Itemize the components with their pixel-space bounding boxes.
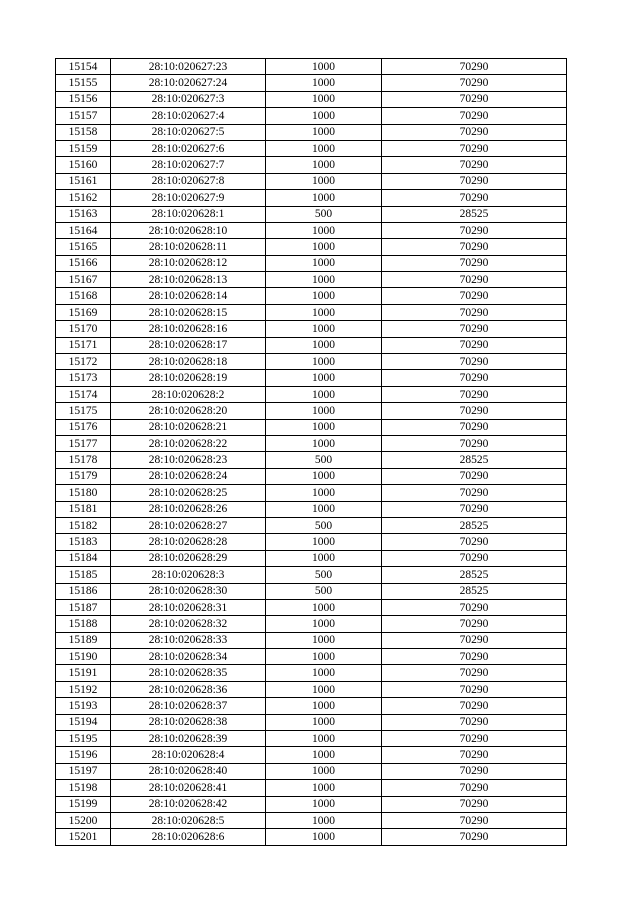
area-cell: 1000 bbox=[266, 501, 382, 517]
cadastral-number-cell: 28:10:020628:42 bbox=[111, 796, 266, 812]
value-cell: 70290 bbox=[382, 255, 567, 271]
value-cell: 70290 bbox=[382, 403, 567, 419]
table-row bbox=[56, 337, 567, 353]
row-number-cell: 15178 bbox=[56, 452, 111, 468]
value-cell: 70290 bbox=[382, 747, 567, 763]
row-number-cell: 15190 bbox=[56, 649, 111, 665]
table-row bbox=[56, 731, 567, 747]
row-number-cell: 15157 bbox=[56, 108, 111, 124]
area-cell: 500 bbox=[266, 517, 382, 533]
table-row bbox=[56, 501, 567, 517]
row-number-cell: 15169 bbox=[56, 304, 111, 320]
land-parcel-table bbox=[55, 58, 567, 846]
cadastral-number-cell: 28:10:020628:39 bbox=[111, 731, 266, 747]
row-number-cell: 15184 bbox=[56, 550, 111, 566]
cadastral-number-cell: 28:10:020628:20 bbox=[111, 403, 266, 419]
area-cell: 1000 bbox=[266, 550, 382, 566]
value-cell: 70290 bbox=[382, 272, 567, 288]
table-row bbox=[56, 567, 567, 583]
area-cell: 1000 bbox=[266, 386, 382, 402]
cadastral-number-cell: 28:10:020627:5 bbox=[111, 124, 266, 140]
area-cell: 500 bbox=[266, 452, 382, 468]
cadastral-number-cell: 28:10:020628:24 bbox=[111, 468, 266, 484]
row-number-cell: 15164 bbox=[56, 222, 111, 238]
value-cell: 28525 bbox=[382, 517, 567, 533]
value-cell: 70290 bbox=[382, 321, 567, 337]
value-cell: 70290 bbox=[382, 665, 567, 681]
area-cell: 1000 bbox=[266, 812, 382, 828]
cadastral-number-cell: 28:10:020627:8 bbox=[111, 173, 266, 189]
cadastral-number-cell: 28:10:020628:1 bbox=[111, 206, 266, 222]
value-cell: 70290 bbox=[382, 91, 567, 107]
area-cell: 1000 bbox=[266, 435, 382, 451]
area-cell: 1000 bbox=[266, 91, 382, 107]
cadastral-number-cell: 28:10:020628:32 bbox=[111, 616, 266, 632]
area-cell: 1000 bbox=[266, 796, 382, 812]
row-number-cell: 15196 bbox=[56, 747, 111, 763]
row-number-cell: 15188 bbox=[56, 616, 111, 632]
value-cell: 70290 bbox=[382, 698, 567, 714]
cadastral-number-cell: 28:10:020628:5 bbox=[111, 812, 266, 828]
table-row bbox=[56, 386, 567, 402]
cadastral-number-cell: 28:10:020628:38 bbox=[111, 714, 266, 730]
table-row bbox=[56, 632, 567, 648]
table-row bbox=[56, 124, 567, 140]
value-cell: 70290 bbox=[382, 796, 567, 812]
table-row bbox=[56, 763, 567, 779]
value-cell: 70290 bbox=[382, 435, 567, 451]
row-number-cell: 15191 bbox=[56, 665, 111, 681]
cadastral-number-cell: 28:10:020628:33 bbox=[111, 632, 266, 648]
row-number-cell: 15171 bbox=[56, 337, 111, 353]
table-row bbox=[56, 812, 567, 828]
cadastral-number-cell: 28:10:020628:23 bbox=[111, 452, 266, 468]
row-number-cell: 15176 bbox=[56, 419, 111, 435]
cadastral-number-cell: 28:10:020628:13 bbox=[111, 272, 266, 288]
row-number-cell: 15192 bbox=[56, 681, 111, 697]
cadastral-number-cell: 28:10:020628:40 bbox=[111, 763, 266, 779]
value-cell: 70290 bbox=[382, 157, 567, 173]
value-cell: 70290 bbox=[382, 337, 567, 353]
table-body bbox=[56, 59, 567, 846]
table-row bbox=[56, 222, 567, 238]
row-number-cell: 15181 bbox=[56, 501, 111, 517]
value-cell: 70290 bbox=[382, 649, 567, 665]
area-cell: 1000 bbox=[266, 124, 382, 140]
table-row bbox=[56, 452, 567, 468]
row-number-cell: 15179 bbox=[56, 468, 111, 484]
table-row bbox=[56, 665, 567, 681]
value-cell: 70290 bbox=[382, 222, 567, 238]
row-number-cell: 15175 bbox=[56, 403, 111, 419]
row-number-cell: 15168 bbox=[56, 288, 111, 304]
row-number-cell: 15162 bbox=[56, 190, 111, 206]
cadastral-number-cell: 28:10:020628:27 bbox=[111, 517, 266, 533]
cadastral-number-cell: 28:10:020628:3 bbox=[111, 567, 266, 583]
table-row bbox=[56, 239, 567, 255]
area-cell: 1000 bbox=[266, 75, 382, 91]
row-number-cell: 15173 bbox=[56, 370, 111, 386]
area-cell: 1000 bbox=[266, 190, 382, 206]
value-cell: 70290 bbox=[382, 780, 567, 796]
cadastral-number-cell: 28:10:020628:18 bbox=[111, 354, 266, 370]
row-number-cell: 15186 bbox=[56, 583, 111, 599]
value-cell: 70290 bbox=[382, 616, 567, 632]
table-row bbox=[56, 173, 567, 189]
table-row bbox=[56, 599, 567, 615]
area-cell: 1000 bbox=[266, 485, 382, 501]
cadastral-number-cell: 28:10:020628:37 bbox=[111, 698, 266, 714]
table-row bbox=[56, 714, 567, 730]
row-number-cell: 15159 bbox=[56, 140, 111, 156]
area-cell: 1000 bbox=[266, 731, 382, 747]
area-cell: 500 bbox=[266, 583, 382, 599]
value-cell: 28525 bbox=[382, 583, 567, 599]
area-cell: 1000 bbox=[266, 403, 382, 419]
cadastral-number-cell: 28:10:020628:34 bbox=[111, 649, 266, 665]
table-row bbox=[56, 698, 567, 714]
table-row bbox=[56, 616, 567, 632]
table-row bbox=[56, 517, 567, 533]
value-cell: 70290 bbox=[382, 124, 567, 140]
row-number-cell: 15187 bbox=[56, 599, 111, 615]
value-cell: 70290 bbox=[382, 731, 567, 747]
area-cell: 1000 bbox=[266, 665, 382, 681]
row-number-cell: 15172 bbox=[56, 354, 111, 370]
value-cell: 28525 bbox=[382, 567, 567, 583]
area-cell: 1000 bbox=[266, 780, 382, 796]
value-cell: 70290 bbox=[382, 304, 567, 320]
cadastral-number-cell: 28:10:020628:21 bbox=[111, 419, 266, 435]
row-number-cell: 15154 bbox=[56, 59, 111, 75]
value-cell: 70290 bbox=[382, 468, 567, 484]
cadastral-number-cell: 28:10:020628:30 bbox=[111, 583, 266, 599]
cadastral-number-cell: 28:10:020627:23 bbox=[111, 59, 266, 75]
area-cell: 1000 bbox=[266, 239, 382, 255]
area-cell: 1000 bbox=[266, 632, 382, 648]
area-cell: 1000 bbox=[266, 272, 382, 288]
table-row bbox=[56, 435, 567, 451]
cadastral-number-cell: 28:10:020628:10 bbox=[111, 222, 266, 238]
table-row bbox=[56, 91, 567, 107]
area-cell: 1000 bbox=[266, 534, 382, 550]
row-number-cell: 15167 bbox=[56, 272, 111, 288]
value-cell: 70290 bbox=[382, 681, 567, 697]
area-cell: 1000 bbox=[266, 321, 382, 337]
row-number-cell: 15194 bbox=[56, 714, 111, 730]
area-cell: 1000 bbox=[266, 157, 382, 173]
cadastral-number-cell: 28:10:020628:17 bbox=[111, 337, 266, 353]
table-row bbox=[56, 304, 567, 320]
table-row bbox=[56, 485, 567, 501]
area-cell: 1000 bbox=[266, 173, 382, 189]
row-number-cell: 15198 bbox=[56, 780, 111, 796]
area-cell: 1000 bbox=[266, 288, 382, 304]
cadastral-number-cell: 28:10:020628:25 bbox=[111, 485, 266, 501]
table-row bbox=[56, 780, 567, 796]
value-cell: 70290 bbox=[382, 501, 567, 517]
row-number-cell: 15201 bbox=[56, 829, 111, 845]
value-cell: 70290 bbox=[382, 75, 567, 91]
area-cell: 1000 bbox=[266, 354, 382, 370]
row-number-cell: 15183 bbox=[56, 534, 111, 550]
value-cell: 70290 bbox=[382, 386, 567, 402]
row-number-cell: 15177 bbox=[56, 435, 111, 451]
area-cell: 1000 bbox=[266, 140, 382, 156]
cadastral-number-cell: 28:10:020628:2 bbox=[111, 386, 266, 402]
cadastral-number-cell: 28:10:020628:26 bbox=[111, 501, 266, 517]
row-number-cell: 15197 bbox=[56, 763, 111, 779]
area-cell: 1000 bbox=[266, 599, 382, 615]
table-row bbox=[56, 354, 567, 370]
value-cell: 70290 bbox=[382, 534, 567, 550]
row-number-cell: 15160 bbox=[56, 157, 111, 173]
cadastral-number-cell: 28:10:020628:15 bbox=[111, 304, 266, 320]
table-row bbox=[56, 288, 567, 304]
value-cell: 70290 bbox=[382, 419, 567, 435]
row-number-cell: 15161 bbox=[56, 173, 111, 189]
cadastral-number-cell: 28:10:020627:24 bbox=[111, 75, 266, 91]
area-cell: 1000 bbox=[266, 468, 382, 484]
cadastral-number-cell: 28:10:020627:4 bbox=[111, 108, 266, 124]
cadastral-number-cell: 28:10:020628:14 bbox=[111, 288, 266, 304]
value-cell: 70290 bbox=[382, 173, 567, 189]
row-number-cell: 15182 bbox=[56, 517, 111, 533]
row-number-cell: 15174 bbox=[56, 386, 111, 402]
table-row bbox=[56, 272, 567, 288]
table-row bbox=[56, 796, 567, 812]
row-number-cell: 15193 bbox=[56, 698, 111, 714]
area-cell: 1000 bbox=[266, 59, 382, 75]
cadastral-number-cell: 28:10:020627:9 bbox=[111, 190, 266, 206]
value-cell: 70290 bbox=[382, 829, 567, 845]
table-row bbox=[56, 550, 567, 566]
table-row bbox=[56, 321, 567, 337]
area-cell: 1000 bbox=[266, 337, 382, 353]
row-number-cell: 15185 bbox=[56, 567, 111, 583]
area-cell: 1000 bbox=[266, 304, 382, 320]
cadastral-number-cell: 28:10:020628:22 bbox=[111, 435, 266, 451]
value-cell: 70290 bbox=[382, 812, 567, 828]
value-cell: 70290 bbox=[382, 632, 567, 648]
row-number-cell: 15199 bbox=[56, 796, 111, 812]
row-number-cell: 15189 bbox=[56, 632, 111, 648]
area-cell: 1000 bbox=[266, 108, 382, 124]
value-cell: 28525 bbox=[382, 452, 567, 468]
table-row bbox=[56, 829, 567, 845]
value-cell: 70290 bbox=[382, 140, 567, 156]
cadastral-number-cell: 28:10:020628:28 bbox=[111, 534, 266, 550]
value-cell: 70290 bbox=[382, 714, 567, 730]
value-cell: 70290 bbox=[382, 370, 567, 386]
cadastral-number-cell: 28:10:020628:41 bbox=[111, 780, 266, 796]
row-number-cell: 15158 bbox=[56, 124, 111, 140]
value-cell: 70290 bbox=[382, 485, 567, 501]
table-row bbox=[56, 75, 567, 91]
row-number-cell: 15155 bbox=[56, 75, 111, 91]
area-cell: 1000 bbox=[266, 829, 382, 845]
table-row bbox=[56, 747, 567, 763]
cadastral-number-cell: 28:10:020628:4 bbox=[111, 747, 266, 763]
cadastral-number-cell: 28:10:020627:3 bbox=[111, 91, 266, 107]
area-cell: 1000 bbox=[266, 681, 382, 697]
value-cell: 28525 bbox=[382, 206, 567, 222]
table-row bbox=[56, 403, 567, 419]
area-cell: 1000 bbox=[266, 649, 382, 665]
value-cell: 70290 bbox=[382, 239, 567, 255]
table-row bbox=[56, 419, 567, 435]
area-cell: 1000 bbox=[266, 419, 382, 435]
table-row bbox=[56, 255, 567, 271]
area-cell: 1000 bbox=[266, 255, 382, 271]
row-number-cell: 15200 bbox=[56, 812, 111, 828]
row-number-cell: 15166 bbox=[56, 255, 111, 271]
value-cell: 70290 bbox=[382, 59, 567, 75]
area-cell: 1000 bbox=[266, 222, 382, 238]
row-number-cell: 15163 bbox=[56, 206, 111, 222]
row-number-cell: 15156 bbox=[56, 91, 111, 107]
table-row bbox=[56, 140, 567, 156]
table-row bbox=[56, 468, 567, 484]
value-cell: 70290 bbox=[382, 108, 567, 124]
area-cell: 1000 bbox=[266, 370, 382, 386]
table-row bbox=[56, 59, 567, 75]
table-row bbox=[56, 108, 567, 124]
cadastral-number-cell: 28:10:020628:36 bbox=[111, 681, 266, 697]
area-cell: 1000 bbox=[266, 698, 382, 714]
row-number-cell: 15195 bbox=[56, 731, 111, 747]
table-row bbox=[56, 206, 567, 222]
cadastral-number-cell: 28:10:020628:6 bbox=[111, 829, 266, 845]
value-cell: 70290 bbox=[382, 190, 567, 206]
cadastral-number-cell: 28:10:020628:12 bbox=[111, 255, 266, 271]
area-cell: 1000 bbox=[266, 616, 382, 632]
value-cell: 70290 bbox=[382, 599, 567, 615]
area-cell: 500 bbox=[266, 206, 382, 222]
table-row bbox=[56, 649, 567, 665]
row-number-cell: 15180 bbox=[56, 485, 111, 501]
cadastral-number-cell: 28:10:020628:35 bbox=[111, 665, 266, 681]
value-cell: 70290 bbox=[382, 763, 567, 779]
value-cell: 70290 bbox=[382, 288, 567, 304]
area-cell: 1000 bbox=[266, 714, 382, 730]
cadastral-number-cell: 28:10:020628:29 bbox=[111, 550, 266, 566]
value-cell: 70290 bbox=[382, 354, 567, 370]
table-row bbox=[56, 190, 567, 206]
value-cell: 70290 bbox=[382, 550, 567, 566]
row-number-cell: 15165 bbox=[56, 239, 111, 255]
table-row bbox=[56, 583, 567, 599]
area-cell: 1000 bbox=[266, 747, 382, 763]
cadastral-number-cell: 28:10:020628:11 bbox=[111, 239, 266, 255]
cadastral-number-cell: 28:10:020627:7 bbox=[111, 157, 266, 173]
table-row bbox=[56, 534, 567, 550]
area-cell: 500 bbox=[266, 567, 382, 583]
table-row bbox=[56, 370, 567, 386]
area-cell: 1000 bbox=[266, 763, 382, 779]
cadastral-number-cell: 28:10:020627:6 bbox=[111, 140, 266, 156]
cadastral-number-cell: 28:10:020628:31 bbox=[111, 599, 266, 615]
cadastral-number-cell: 28:10:020628:16 bbox=[111, 321, 266, 337]
row-number-cell: 15170 bbox=[56, 321, 111, 337]
cadastral-number-cell: 28:10:020628:19 bbox=[111, 370, 266, 386]
table-row bbox=[56, 681, 567, 697]
table-row bbox=[56, 157, 567, 173]
